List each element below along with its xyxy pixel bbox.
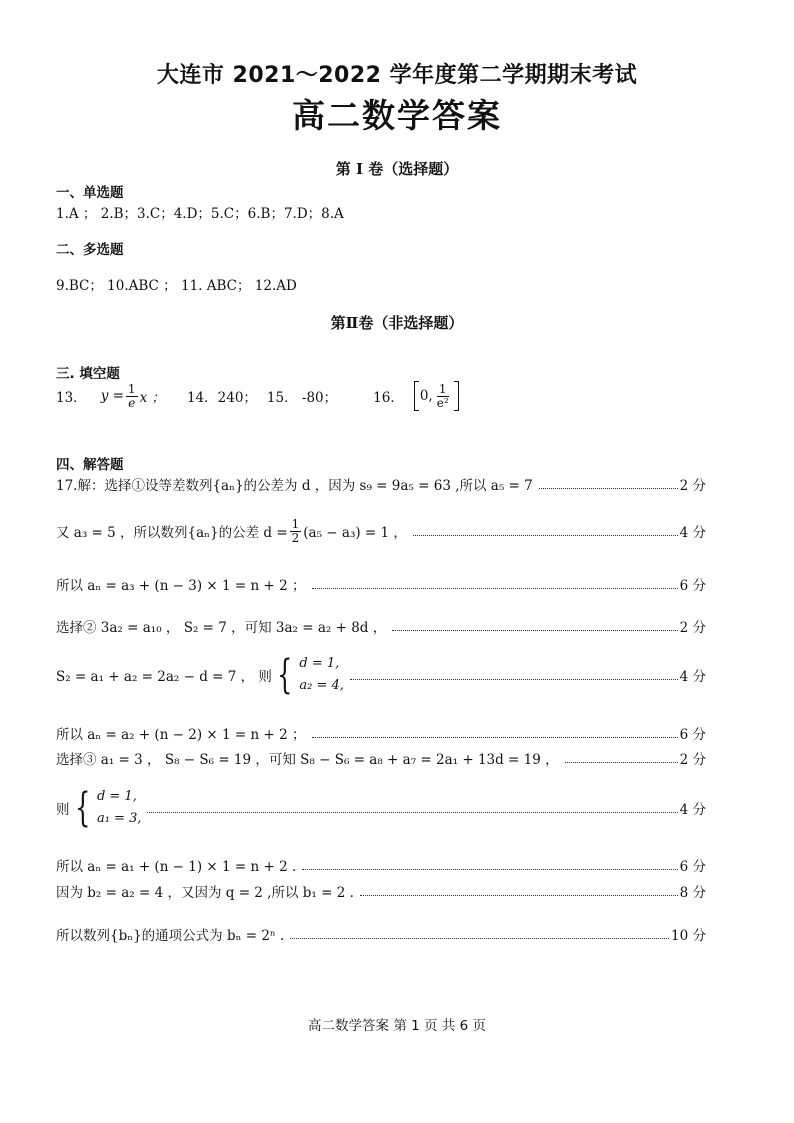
- score-points: 6 分: [679, 578, 706, 594]
- leader-dots: [312, 737, 678, 738]
- system-equation-1: d = 1,: [299, 656, 340, 671]
- system-equation-2: a₁ = 3,: [96, 811, 142, 826]
- solution-text: 又 a₃ = 5 ，所以数列{aₙ}的公差 d =: [56, 525, 288, 542]
- solution-text: 所以 aₙ = a₃ + (n − 3) × 1 = n + 2 ；: [56, 578, 306, 594]
- score-points: 2 分: [679, 752, 706, 768]
- exam-title: 大连市 2021～2022 学年度第二学期期末考试: [156, 63, 638, 88]
- solution-text: (a₅ − a₃) = 1 ，: [303, 525, 407, 542]
- solution-line: [56, 881, 706, 901]
- q16-numerator: 1: [438, 382, 447, 396]
- fill-blank-answers: [56, 381, 459, 411]
- solution-text: 选择③ a₁ = 3 ， S₈ − S₆ = 19 ，可知 S₈ − S₆ = a₈ + a₇ = 2a₁ + 13d = 19 ，: [56, 752, 559, 768]
- score-points: 8 分: [679, 885, 706, 901]
- fraction-denominator: 2: [291, 530, 300, 545]
- solution-line: [56, 748, 706, 768]
- q13-numerator: 1: [127, 382, 136, 396]
- multi-choice-heading: 二、多选题: [56, 242, 124, 258]
- leader-dots: [360, 895, 678, 896]
- q13-label: 13．: [56, 390, 87, 407]
- system-equation-2: a₂ = 4,: [299, 678, 344, 693]
- q13-denominator: e: [128, 395, 136, 410]
- q16-left-endpoint: 0,: [419, 388, 433, 405]
- equation-system: [70, 786, 142, 830]
- score-points: 2 分: [679, 620, 706, 636]
- score-points: 6 分: [679, 859, 706, 875]
- multi-choice-answers: 9.BC； 10.ABC ； 11. ABC； 12.AD: [56, 278, 297, 294]
- solution-fraction: [290, 518, 302, 544]
- solution-text: 则: [56, 802, 70, 818]
- solution-text: 所以 aₙ = a₁ + (n − 1) × 1 = n + 2 .: [56, 859, 297, 875]
- solution-line: [56, 616, 706, 636]
- solution-line: [56, 723, 706, 743]
- score-points: 6 分: [679, 727, 706, 743]
- solution-text: 17.解：选择①设等差数列{aₙ}的公差为 d ，因为 s₉ = 9a₅ = 63 ,所以 a₅ = 7: [56, 478, 533, 494]
- solution-text: 所以数列{bₙ}的通项公式为 bₙ = 2ⁿ .: [56, 928, 285, 944]
- solution-text: S₂ = a₁ + a₂ = 2a₂ − d = 7 ， 则: [56, 669, 272, 685]
- single-choice-heading: 一、单选题: [56, 185, 124, 201]
- solution-line: [56, 474, 706, 494]
- leader-dots: [413, 535, 678, 536]
- leader-dots: [392, 630, 677, 631]
- leader-dots: [539, 488, 678, 489]
- score-points: 10 分: [671, 928, 706, 944]
- solution-line: [56, 924, 706, 944]
- solutions-heading: 四、解答题: [56, 457, 124, 473]
- q16-label: 16．: [373, 390, 404, 407]
- score-points: 4 分: [679, 802, 706, 818]
- leader-dots: [565, 762, 678, 763]
- solution-line: [56, 653, 706, 697]
- q14-answer: 14．240；: [186, 390, 257, 407]
- solution-text: 所以 aₙ = a₂ + (n − 2) × 1 = n + 2 ；: [56, 727, 306, 743]
- solution-text: 因为 b₂ = a₂ = 4 ，又因为 q = 2 ,所以 b₁ = 2 .: [56, 885, 354, 901]
- solution-line: [56, 855, 706, 875]
- q15-answer: 15． -80；: [266, 390, 338, 407]
- score-points: 2 分: [679, 478, 706, 494]
- solution-line: [56, 574, 706, 594]
- leader-dots: [290, 938, 669, 939]
- score-points: 4 分: [679, 525, 706, 542]
- solution-line: [56, 786, 706, 830]
- solution-line: [56, 518, 706, 544]
- leader-dots: [147, 812, 677, 813]
- leader-dots: [312, 588, 678, 589]
- fraction-numerator: 1: [291, 517, 300, 531]
- part2-title: 第Ⅱ卷（非选择题）: [330, 314, 464, 332]
- q16-fraction: [435, 383, 451, 409]
- q16-interval: [414, 381, 459, 411]
- equation-system: [272, 653, 344, 697]
- leader-dots: [302, 869, 677, 870]
- q16-denominator: e²: [436, 395, 449, 410]
- fill-blank-heading: 三. 填空题: [56, 366, 120, 382]
- q13-rhs: x ；: [139, 390, 165, 407]
- page-footer: 高二数学答案 第 1 页 共 6 页: [308, 1018, 486, 1034]
- answer-title: 高二数学答案: [292, 96, 502, 135]
- brace-symbol: {: [277, 652, 293, 698]
- brace-symbol: {: [74, 785, 90, 831]
- q13-lhs: y =: [100, 388, 124, 405]
- leader-dots: [350, 679, 678, 680]
- q13-fraction: [126, 383, 138, 409]
- part1-title: 第 I 卷（选择题）: [335, 160, 459, 178]
- solution-text: 选择② 3a₂ = a₁₀ ， S₂ = 7 ，可知 3a₂ = a₂ + 8d ，: [56, 620, 387, 636]
- single-choice-answers: 1.A ； 2.B；3.C；4.D；5.C；6.B；7.D；8.A: [56, 206, 344, 222]
- score-points: 4 分: [679, 669, 706, 685]
- system-equation-1: d = 1,: [96, 789, 137, 804]
